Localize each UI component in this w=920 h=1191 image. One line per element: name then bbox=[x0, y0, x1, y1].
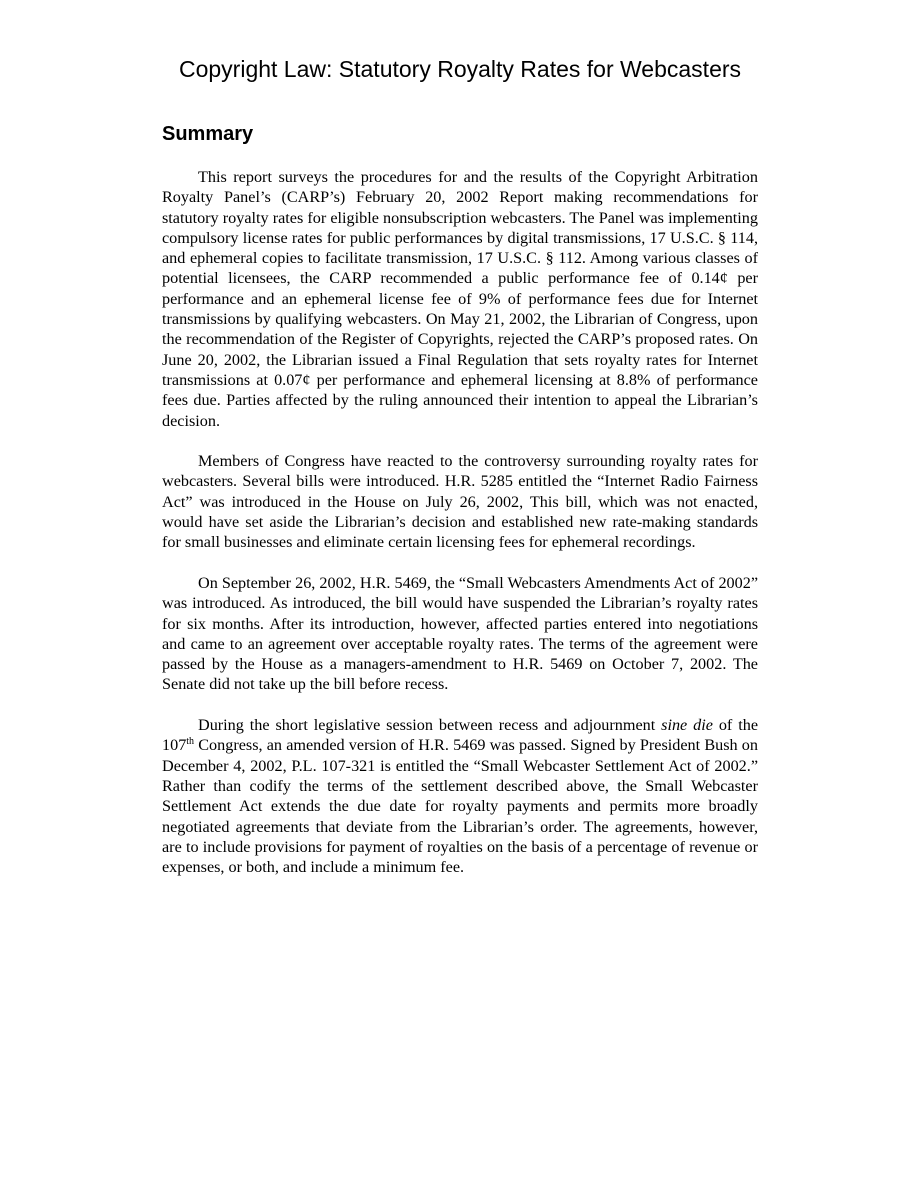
paragraph-3: On September 26, 2002, H.R. 5469, the “Small Webcasters Amendments Act of 2002” was introduced. As introduced, the bill would have suspended the Librarian’s royalty rates for six months. After its introduction, however, affected parties entered into negotiations and came to an agreement over acceptable royalty rates. The terms of the agreement were passed by the House as a managers-amendment to H.R. 5469 on October 7, 2002. The Senate did not take up the bill before recess. bbox=[162, 573, 758, 694]
paragraph-1: This report surveys the procedures for and the results of the Copyright Arbitration Royalty Panel’s (CARP’s) February 20, 2002 Report making recommendations for statutory royalty rates for eligible nonsubscription webcasters. The Panel was implementing compulsory license rates for public performances by digital transmissions, 17 U.S.C. § 114, and ephemeral copies to facilitate transmission, 17 U.S.C. § 112. Among various classes of potential licensees, the CARP recommended a public performance fee of 0.14¢ per performance and an ephemeral license fee of 9% of performance fees due for Internet transmissions by qualifying webcasters. On May 21, 2002, the Librarian of Congress, upon the recommendation of the Register of Copyrights, rejected the CARP’s proposed rates. On June 20, 2002, the Librarian issued a Final Regulation that sets royalty rates for Internet transmissions at 0.07¢ per performance and ephemeral licensing at 8.8% of performance fees due. Parties affected by the ruling announced their intention to appeal the Librarian’s decision. bbox=[162, 168, 758, 430]
document-title: Copyright Law: Statutory Royalty Rates for Webcasters bbox=[178, 56, 742, 82]
section-heading-summary: Summary bbox=[162, 123, 254, 145]
paragraph-4-latin-term: sine die bbox=[661, 716, 713, 735]
paragraph-4-part-2: of the 107 bbox=[162, 716, 758, 755]
paragraph-4-part-1: During the short legislative session between recess and adjournment bbox=[198, 716, 662, 735]
ordinal-superscript: th bbox=[186, 736, 195, 748]
paragraph-2: Members of Congress have reacted to the controversy surrounding royalty rates for webcasters. Several bills were introduced. H.R. 5285 entitled the “Internet Radio Fairness Act” was introduced in the House on July 26, 2002, This bill, which was not enacted, would have set aside the Librarian’s decision and established new rate-making standards for small businesses and eliminate certain licensing fees for ephemeral recordings. bbox=[162, 452, 758, 552]
summary-body bbox=[162, 167, 758, 877]
paragraph-4 bbox=[162, 715, 758, 877]
paragraph-4-part-3: Congress, an amended version of H.R. 5469 was passed. Signed by President Bush on December 4, 2002, P.L. 107-321 is entitled the “Small Webcaster Settlement Act of 2002.” Rather than codify the terms of the settlement described above, the Small Webcaster Settlement Act extends the due date for royalty payments and permits more broadly negotiated agreements that deviate from the Librarian’s order. The agreements, however, are to include provisions for payment of royalties on the basis of a percentage of revenue or expenses, or both, and include a minimum fee. bbox=[162, 736, 758, 877]
